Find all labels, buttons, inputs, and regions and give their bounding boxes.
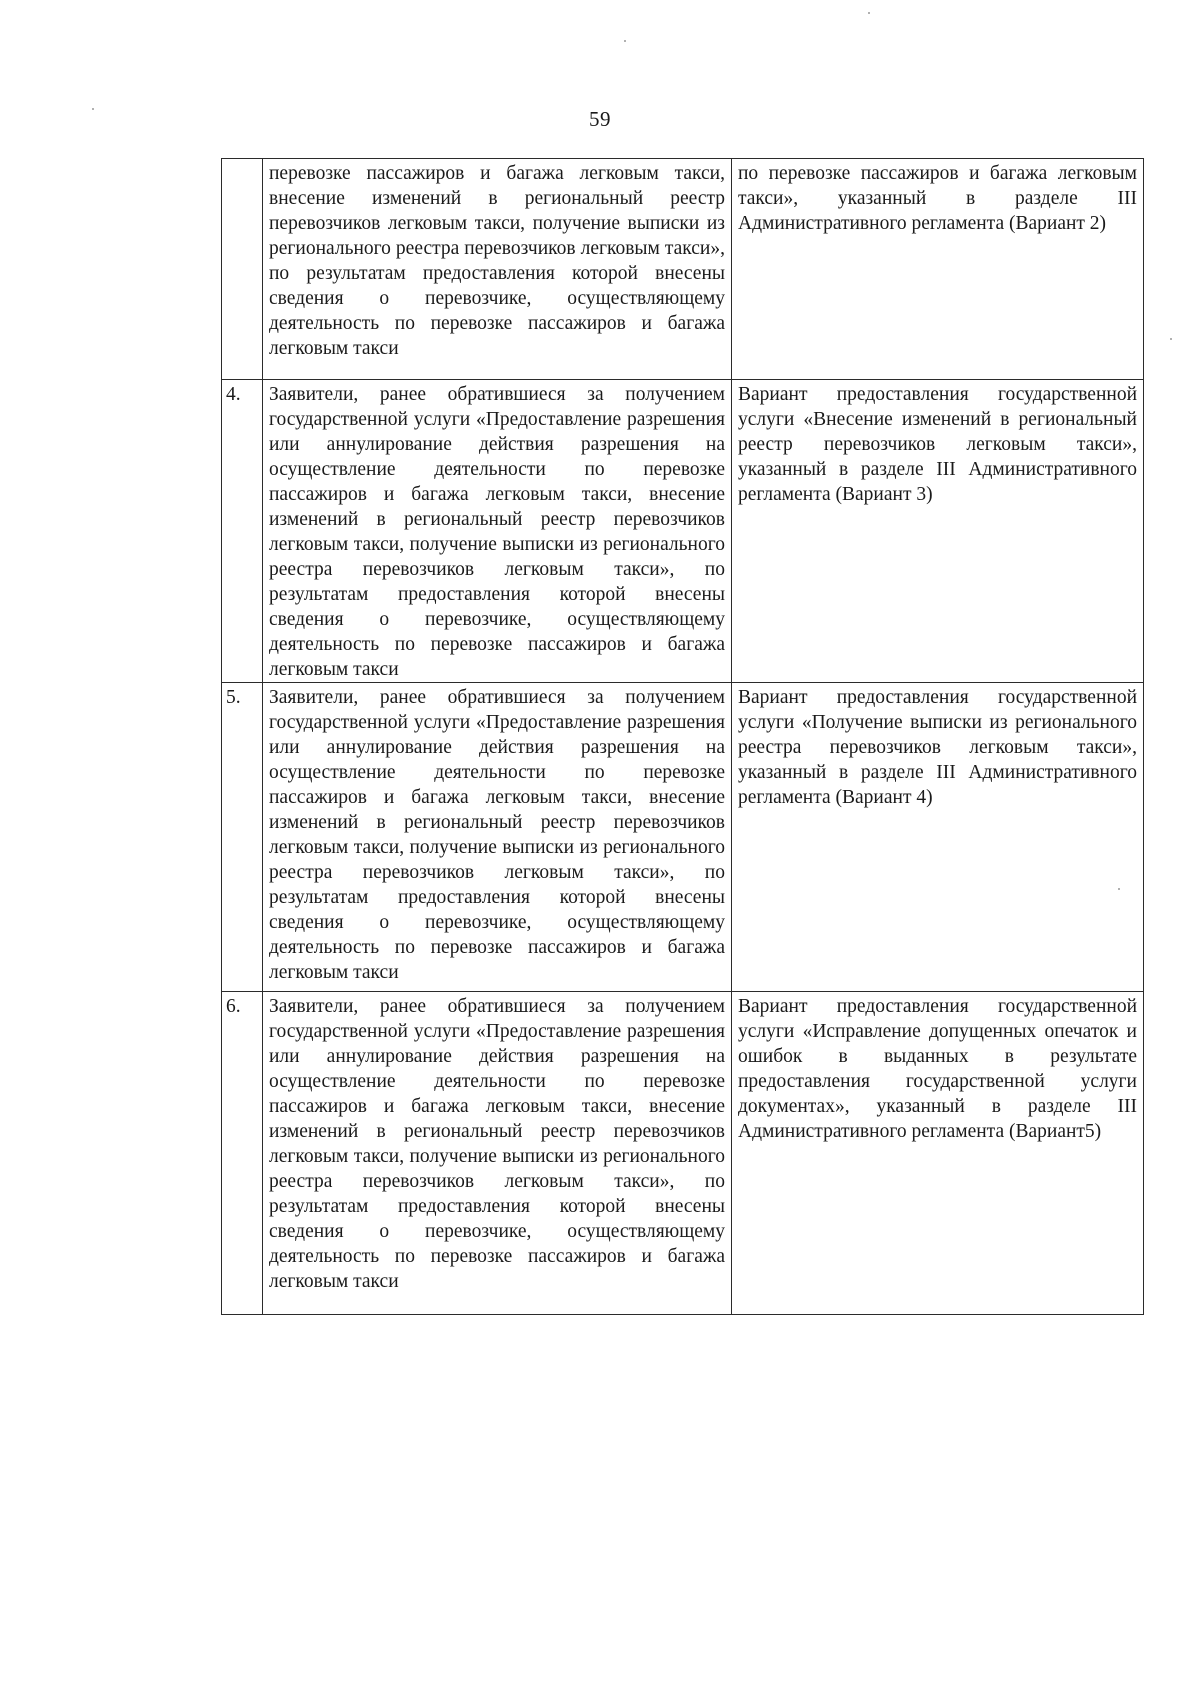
scan-speck (624, 40, 626, 42)
scan-speck (1118, 888, 1120, 890)
row-number: 5. (222, 683, 263, 992)
variant-text: Вариант предоставления государственной услуги «Получение выписки из регионального реестра перевозчиков легковым такси», указанный в разделе III Административного регламента (Вариант 4) (738, 687, 1137, 808)
variant-cell (732, 159, 1144, 380)
variant-text: по перевозке пассажиров и багажа легковым такси», указанный в разделе III Административного регламента (Вариант 2) (738, 163, 1137, 234)
table-row (222, 159, 1144, 380)
applicants-cell (263, 380, 732, 683)
applicants-text: Заявители, ранее обратившиеся за получением государственной услуги «Предоставление разрешения или аннулирование действия разрешения на осуществление деятельности по перевозке пассажиров и багажа легковым такси, внесение изменений в региональный реестр перевозчиков легковым такси, получение выписки из регионального реестра перевозчиков легковым такси», по результатам предоставления которой внесены сведения о перевозчике, осуществляющему деятельность по перевозке пассажиров и багажа легковым такси (269, 687, 725, 983)
applicants-text: Заявители, ранее обратившиеся за получением государственной услуги «Предоставление разрешения или аннулирование действия разрешения на осуществление деятельности по перевозке пассажиров и багажа легковым такси, внесение изменений в региональный реестр перевозчиков легковым такси, получение выписки из регионального реестра перевозчиков легковым такси», по результатам предоставления которой внесены сведения о перевозчике, осуществляющему деятельность по перевозке пассажиров и багажа легковым такси (269, 384, 725, 680)
row-number: 4. (222, 380, 263, 683)
row-number (222, 159, 263, 380)
scan-speck (92, 108, 94, 110)
variant-cell (732, 992, 1144, 1315)
table-row (222, 380, 1144, 683)
row-number: 6. (222, 992, 263, 1315)
variant-cell (732, 683, 1144, 992)
services-table (221, 158, 1144, 1315)
applicants-text: Заявители, ранее обратившиеся за получением государственной услуги «Предоставление разрешения или аннулирование действия разрешения на осуществление деятельности по перевозке пассажиров и багажа легковым такси, внесение изменений в региональный реестр перевозчиков легковым такси, получение выписки из регионального реестра перевозчиков легковым такси», по результатам предоставления которой внесены сведения о перевозчике, осуществляющему деятельность по перевозке пассажиров и багажа легковым такси (269, 996, 725, 1292)
variant-text: Вариант предоставления государственной услуги «Внесение изменений в региональный реестр перевозчиков легковым такси», указанный в разделе III Административного регламента (Вариант 3) (738, 384, 1137, 505)
applicants-text: перевозке пассажиров и багажа легковым такси, внесение изменений в региональный реестр перевозчиков легковым такси, получение выписки из регионального реестра перевозчиков легковым такси», по результатам предоставления которой внесены сведения о перевозчике, осуществляющему деятельность по перевозке пассажиров и багажа легковым такси (269, 163, 725, 359)
variant-text: Вариант предоставления государственной услуги «Исправление допущенных опечаток и ошибок в выданных в результате предоставления государственной услуги документах», указанный в разделе III Административного регламента (Вариант5) (738, 996, 1137, 1142)
scan-speck (1170, 338, 1172, 340)
scan-speck (868, 12, 870, 14)
table-row (222, 683, 1144, 992)
variant-cell (732, 380, 1144, 683)
table-row (222, 992, 1144, 1315)
applicants-cell (263, 992, 732, 1315)
page-number: 59 (589, 107, 611, 131)
applicants-cell (263, 159, 732, 380)
applicants-cell (263, 683, 732, 992)
